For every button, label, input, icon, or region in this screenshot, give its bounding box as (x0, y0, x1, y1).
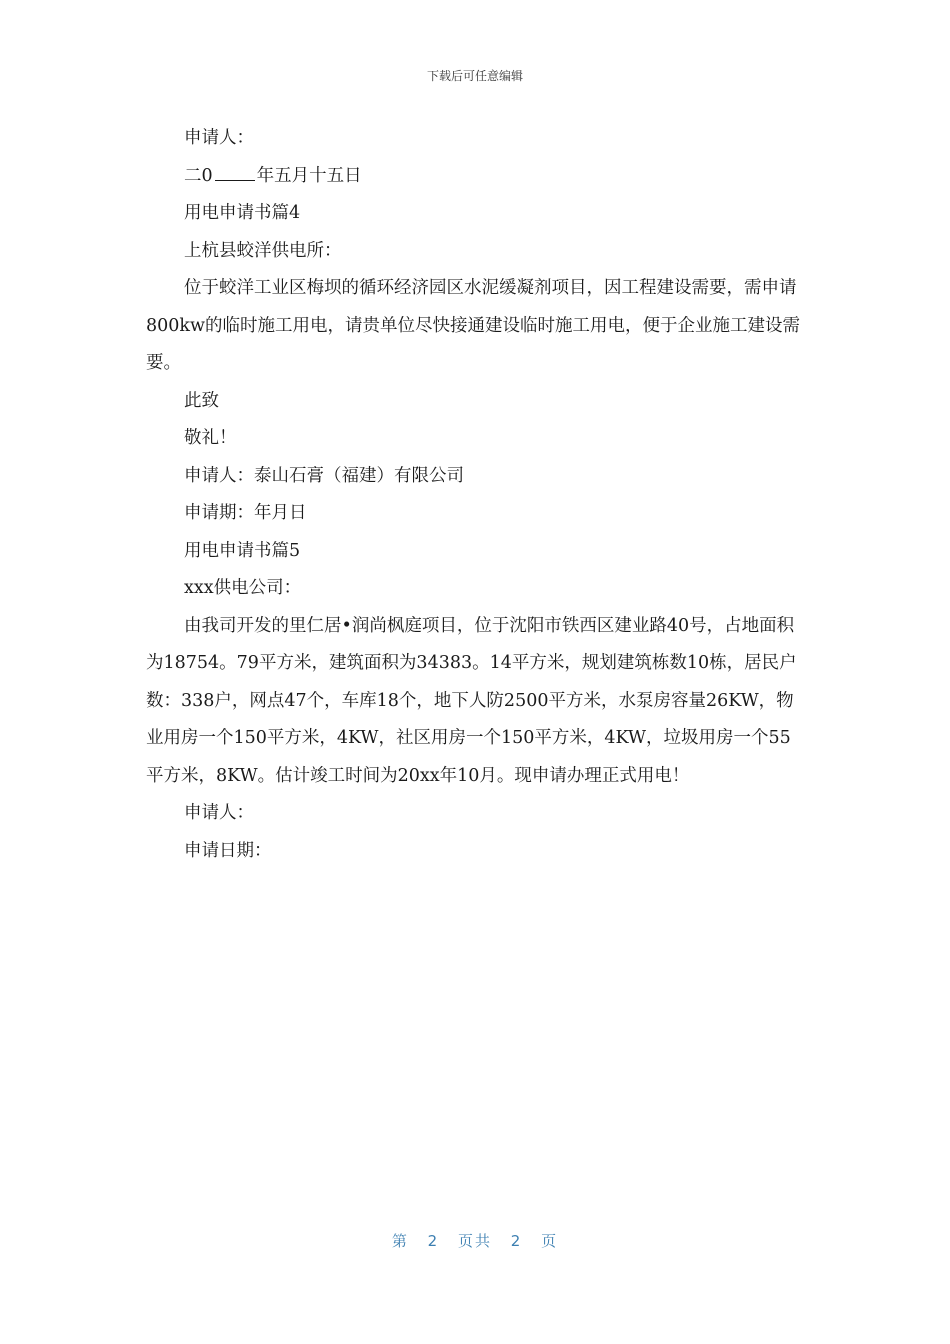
date-prefix: 二0 (184, 165, 213, 186)
closing-line-1: 此致 (184, 390, 219, 411)
paragraph-4: 位于蛟洋工业区梅坝的循环经济园区水泥缓凝剂项目，因工程建设需要，需申请800kw的临时施工用电，请贵单位尽快接通建设临时施工用电，便于企业施工建设需要。 (146, 278, 800, 373)
apply-period-4: 申请期：年月日 (184, 503, 307, 523)
date-suffix: 年五月十五日 (256, 165, 362, 186)
recipient-4: 上杭县蛟洋供电所： (184, 240, 342, 261)
section-4-title: 用电申请书篇4 (184, 203, 301, 223)
paragraph-5: 由我司开发的里仁居•润尚枫庭项目，位于沈阳市铁西区建业路40号，占地面积为18754。79平方米，建筑面积为34383。14平方米，规划建筑栋数10栋，居民户数：338户，网点47个，车库18个，地下人防2500平方米，水泵房容量26KW，物业用房一个150平方米，4KW，社区用房一个150平方米，4KW，垃圾用房一个55平方米，8KW。估计竣工时间为20xx年10月。现申请办理正式用电！ (146, 615, 797, 786)
apply-date-5: 申请日期： (184, 840, 272, 861)
closing-line-2: 敬礼！ (184, 428, 237, 448)
document-body (146, 120, 806, 870)
date-blank (215, 164, 255, 181)
page-header: 下载后可任意编辑 (426, 69, 523, 83)
applicant-line: 申请人： (184, 128, 254, 148)
page-footer: 第 2 页共 2 页 (391, 1232, 559, 1250)
applicant-4: 申请人：泰山石膏（福建）有限公司 (184, 465, 464, 486)
section-5-title: 用电申请书篇5 (184, 540, 301, 561)
applicant-5: 申请人： (184, 803, 254, 823)
recipient-5: xxx供电公司： (184, 578, 302, 598)
date-line (146, 158, 806, 196)
